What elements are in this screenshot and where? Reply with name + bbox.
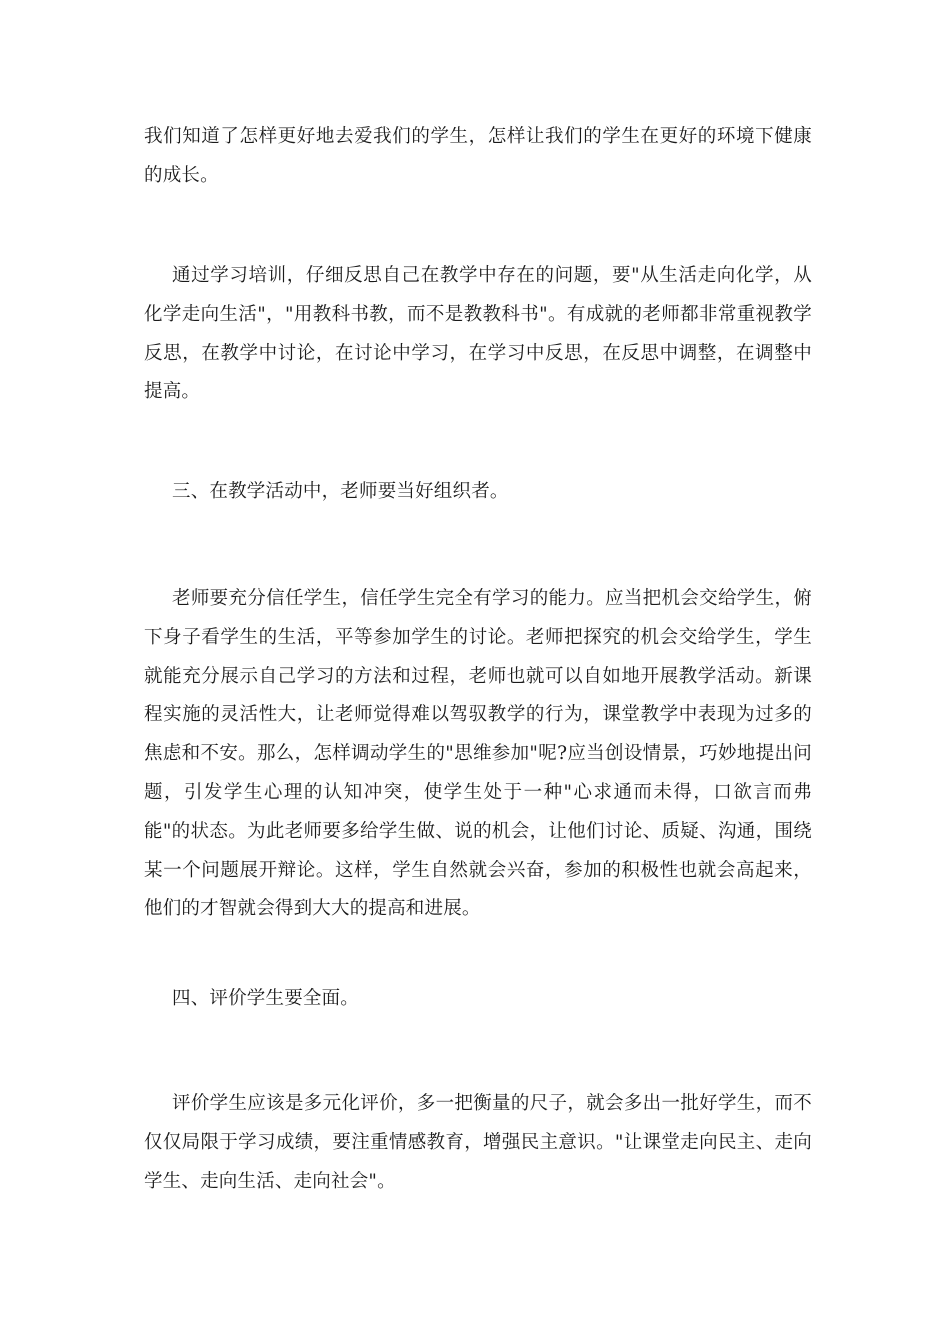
paragraph-reflection: 通过学习培训，仔细反思自己在教学中存在的问题，要"从生活走向化学，从化学走向生活"，"用教科书教，而不是教教科书"。有成就的老师都非常重视教学反思，在教学中讨论，在讨论中学习，在学习中反思，在反思中调整，在调整中提高。: [144, 265, 812, 403]
section-heading-four: 四、评价学生要全面。: [172, 988, 360, 1009]
paragraph-evaluation: 评价学生应该是多元化评价，多一把衡量的尺子，就会多出一批好学生，而不仅仅局限于学习成绩，要注重情感教育，增强民主意识。"让课堂走向民主、走向学生、走向生活、走向社会"。: [144, 1093, 812, 1192]
paragraph-organizer: 老师要充分信任学生，信任学生完全有学习的能力。应当把机会交给学生，俯下身子看学生的生活，平等参加学生的讨论。老师把探究的机会交给学生，学生就能充分展示自己学习的方法和过程，老师也就可以自如地开展教学活动。新课程实施的灵活性大，让老师觉得难以驾驭教学的行为，课堂教学中表现为过多的焦虑和不安。那么，怎样调动学生的"思维参加"呢?应当创设情景，巧妙地提出问题，引发学生心理的认知冲突，使学生处于一种"心求通而未得，口欲言而弗能"的状态。为此老师要多给学生做、说的机会，让他们讨论、质疑、沟通，围绕某一个问题展开辩论。这样，学生自然就会兴奋，参加的积极性也就会高起来，他们的才智就会得到大大的提高和进展。: [144, 588, 812, 920]
section-heading-three: 三、在教学活动中，老师要当好组织者。: [172, 481, 509, 502]
paragraph-continuation: 我们知道了怎样更好地去爱我们的学生，怎样让我们的学生在更好的环境下健康的成长。: [144, 126, 812, 186]
